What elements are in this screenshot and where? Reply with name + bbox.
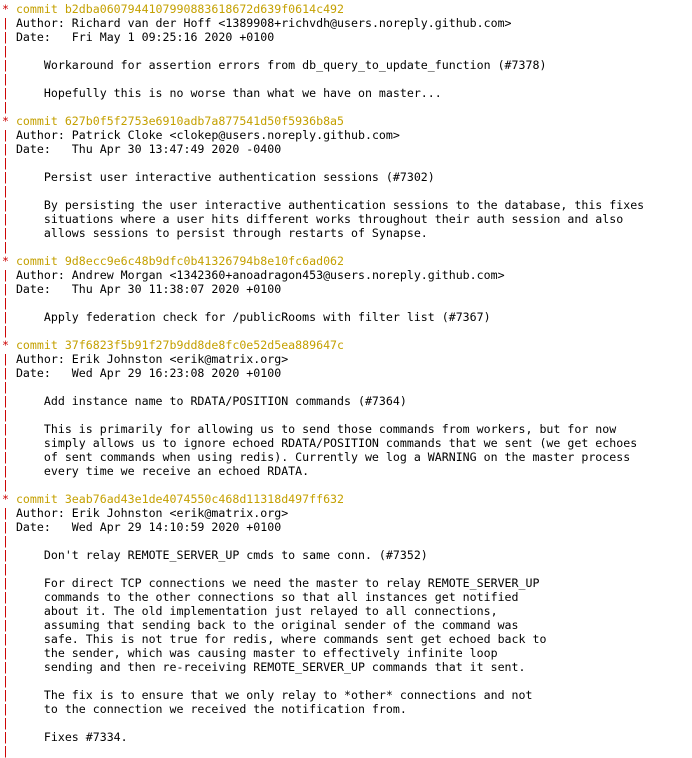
commit-message-line: about it. The old implementation just relayed to all connections,	[43, 604, 498, 618]
log-line	[2, 688, 692, 702]
author-value: Patrick Cloke <clokep@users.noreply.github.com>	[71, 128, 400, 142]
log-line	[2, 730, 692, 744]
log-line	[2, 2, 692, 16]
commit-hash: 37f6823f5b91f27b9dd8de8fc0e52d5ea889647c	[64, 338, 345, 352]
graph-bar-icon: |	[2, 464, 9, 478]
commit-message-line: the sender, which was causing master to effectively infinite loop	[43, 646, 498, 660]
graph-bar-icon: |	[2, 296, 9, 310]
graph-bar-icon: |	[2, 744, 9, 758]
log-line	[2, 604, 692, 618]
log-line	[2, 716, 692, 730]
graph-bar-icon: |	[2, 674, 9, 688]
author-value: Erik Johnston <erik@matrix.org>	[71, 352, 289, 366]
commit-message-line: safe. This is not true for redis, where commands sent get echoed back to	[43, 632, 547, 646]
graph-bar-icon: |	[2, 660, 9, 674]
log-line	[2, 674, 692, 688]
commit-message-line: situations where a user hits different works throughout their auth session and also	[43, 212, 624, 226]
log-line	[2, 534, 692, 548]
graph-bar-icon: |	[2, 730, 9, 744]
commit-message-line: commands to the other connections so that all instances get notified	[43, 590, 519, 604]
log-line	[2, 16, 692, 30]
graph-star-icon: *	[2, 492, 9, 506]
commit-hash: 3eab76ad43e1de4074550c468d11318d497ff632	[64, 492, 345, 506]
graph-bar-icon: |	[2, 548, 9, 562]
commit-label: commit	[15, 114, 58, 128]
log-line	[2, 170, 692, 184]
graph-bar-icon: |	[2, 198, 9, 212]
commit-message-line: This is primarily for allowing us to send those commands from workers, but for now	[43, 422, 617, 436]
graph-bar-icon: |	[2, 716, 9, 730]
graph-bar-icon: |	[2, 282, 9, 296]
graph-bar-icon: |	[2, 72, 9, 86]
log-line	[2, 128, 692, 142]
log-line	[2, 590, 692, 604]
author-value: Andrew Morgan <1342360+anoadragon453@users.noreply.github.com>	[71, 268, 505, 282]
commit-hash: 9d8ecc9e6c48b9dfc0b41326794b8e10fc6ad062	[64, 254, 345, 268]
log-line	[2, 478, 692, 492]
log-line	[2, 114, 692, 128]
graph-bar-icon: |	[2, 128, 9, 142]
graph-bar-icon: |	[2, 394, 9, 408]
log-line	[2, 212, 692, 226]
author-value: Richard van der Hoff <1389908+richvdh@users.noreply.github.com>	[71, 16, 512, 30]
log-line	[2, 296, 692, 310]
log-line	[2, 632, 692, 646]
graph-bar-icon: |	[2, 380, 9, 394]
graph-bar-icon: |	[2, 352, 9, 366]
commit-message-line: By persisting the user interactive authentication sessions to the database, this fixes	[43, 198, 645, 212]
author-label: Author:	[15, 16, 65, 30]
graph-star-icon: *	[2, 254, 9, 268]
commit-message-line: to the connection we received the notification from.	[43, 702, 407, 716]
date-value: Thu Apr 30 11:38:07 2020 +0100	[71, 282, 282, 296]
graph-bar-icon: |	[2, 366, 9, 380]
commit-label: commit	[15, 254, 58, 268]
log-line	[2, 156, 692, 170]
commit-message-line: every time we receive an echoed RDATA.	[43, 464, 310, 478]
log-line	[2, 366, 692, 380]
graph-bar-icon: |	[2, 170, 9, 184]
log-line	[2, 744, 692, 758]
log-line	[2, 436, 692, 450]
log-line	[2, 100, 692, 114]
commit-message-line: allows sessions to persist through restarts of Synapse.	[43, 226, 428, 240]
log-line	[2, 380, 692, 394]
commit-message-line: Don't relay REMOTE_SERVER_UP cmds to same conn. (#7352)	[43, 548, 428, 562]
graph-bar-icon: |	[2, 240, 9, 254]
commit-message-line: Hopefully this is no worse than what we have on master...	[43, 86, 442, 100]
log-line	[2, 310, 692, 324]
graph-star-icon: *	[2, 338, 9, 352]
graph-bar-icon: |	[2, 688, 9, 702]
date-value: Wed Apr 29 14:10:59 2020 +0100	[71, 520, 282, 534]
log-line	[2, 72, 692, 86]
graph-bar-icon: |	[2, 436, 9, 450]
graph-bar-icon: |	[2, 226, 9, 240]
log-line	[2, 548, 692, 562]
log-line	[2, 646, 692, 660]
log-line	[2, 58, 692, 72]
log-line	[2, 338, 692, 352]
graph-bar-icon: |	[2, 646, 9, 660]
commit-message-line: Persist user interactive authentication sessions (#7302)	[43, 170, 435, 184]
commit-label: commit	[15, 338, 58, 352]
graph-bar-icon: |	[2, 310, 9, 324]
commit-message-line: simply allows us to ignore echoed RDATA/POSITION commands that we sent (we get echoes	[43, 436, 638, 450]
author-label: Author:	[15, 506, 65, 520]
log-line	[2, 464, 692, 478]
graph-bar-icon: |	[2, 324, 9, 338]
log-line	[2, 324, 692, 338]
graph-bar-icon: |	[2, 58, 9, 72]
graph-bar-icon: |	[2, 590, 9, 604]
log-line	[2, 226, 692, 240]
date-value: Fri May 1 09:25:16 2020 +0100	[71, 30, 275, 44]
log-line	[2, 184, 692, 198]
log-line	[2, 618, 692, 632]
commit-label: commit	[15, 2, 58, 16]
commit-message-line: Fixes #7334.	[43, 730, 128, 744]
date-label: Date:	[15, 30, 51, 44]
date-label: Date:	[15, 142, 51, 156]
graph-star-icon: *	[2, 114, 9, 128]
graph-bar-icon: |	[2, 16, 9, 30]
commit-label: commit	[15, 492, 58, 506]
graph-bar-icon: |	[2, 520, 9, 534]
graph-bar-icon: |	[2, 478, 9, 492]
date-label: Date:	[15, 282, 51, 296]
commit-message-line: The fix is to ensure that we only relay to *other* connections and not	[43, 688, 533, 702]
graph-bar-icon: |	[2, 562, 9, 576]
commit-message-line: of sent commands when using redis). Currently we log a WARNING on the master process	[43, 450, 631, 464]
graph-bar-icon: |	[2, 268, 9, 282]
graph-bar-icon: |	[2, 576, 9, 590]
graph-bar-icon: |	[2, 506, 9, 520]
date-label: Date:	[15, 520, 51, 534]
commit-message-line: sending and then re-receiving REMOTE_SERVER_UP commands that it sent.	[43, 660, 526, 674]
log-line	[2, 142, 692, 156]
commit-hash: 627b0f5f2753e6910adb7a877541d50f5936b8a5	[64, 114, 345, 128]
date-value: Wed Apr 29 16:23:08 2020 +0100	[71, 366, 282, 380]
graph-bar-icon: |	[2, 156, 9, 170]
log-line	[2, 30, 692, 44]
commit-message-line: Apply federation check for /publicRooms with filter list (#7367)	[43, 310, 491, 324]
graph-star-icon: *	[2, 2, 9, 16]
log-line	[2, 268, 692, 282]
log-line	[2, 450, 692, 464]
graph-bar-icon: |	[2, 604, 9, 618]
graph-bar-icon: |	[2, 702, 9, 716]
graph-bar-icon: |	[2, 618, 9, 632]
log-line	[2, 408, 692, 422]
date-value: Thu Apr 30 13:47:49 2020 -0400	[71, 142, 282, 156]
graph-bar-icon: |	[2, 30, 9, 44]
commit-hash: b2dba0607944107990883618672d639f0614c492	[64, 2, 345, 16]
log-line	[2, 282, 692, 296]
graph-bar-icon: |	[2, 632, 9, 646]
log-line	[2, 576, 692, 590]
log-line	[2, 506, 692, 520]
graph-bar-icon: |	[2, 86, 9, 100]
commit-message-line: Workaround for assertion errors from db_query_to_update_function (#7378)	[43, 58, 547, 72]
author-value: Erik Johnston <erik@matrix.org>	[71, 506, 289, 520]
commit-message-line: For direct TCP connections we need the master to relay REMOTE_SERVER_UP	[43, 576, 540, 590]
log-line	[2, 44, 692, 58]
log-line	[2, 422, 692, 436]
graph-bar-icon: |	[2, 142, 9, 156]
log-line	[2, 86, 692, 100]
author-label: Author:	[15, 352, 65, 366]
graph-bar-icon: |	[2, 534, 9, 548]
author-label: Author:	[15, 128, 65, 142]
graph-bar-icon: |	[2, 100, 9, 114]
log-line	[2, 562, 692, 576]
log-line	[2, 352, 692, 366]
log-line	[2, 240, 692, 254]
log-line	[2, 394, 692, 408]
graph-bar-icon: |	[2, 184, 9, 198]
log-line	[2, 660, 692, 674]
author-label: Author:	[15, 268, 65, 282]
date-label: Date:	[15, 366, 51, 380]
log-line	[2, 520, 692, 534]
log-line	[2, 254, 692, 268]
log-line	[2, 702, 692, 716]
graph-bar-icon: |	[2, 408, 9, 422]
graph-bar-icon: |	[2, 422, 9, 436]
log-line	[2, 198, 692, 212]
commit-message-line: assuming that sending back to the original sender of the command was	[43, 618, 519, 632]
log-line	[2, 492, 692, 506]
graph-bar-icon: |	[2, 44, 9, 58]
graph-bar-icon: |	[2, 450, 9, 464]
commit-message-line: Add instance name to RDATA/POSITION commands (#7364)	[43, 394, 407, 408]
graph-bar-icon: |	[2, 212, 9, 226]
